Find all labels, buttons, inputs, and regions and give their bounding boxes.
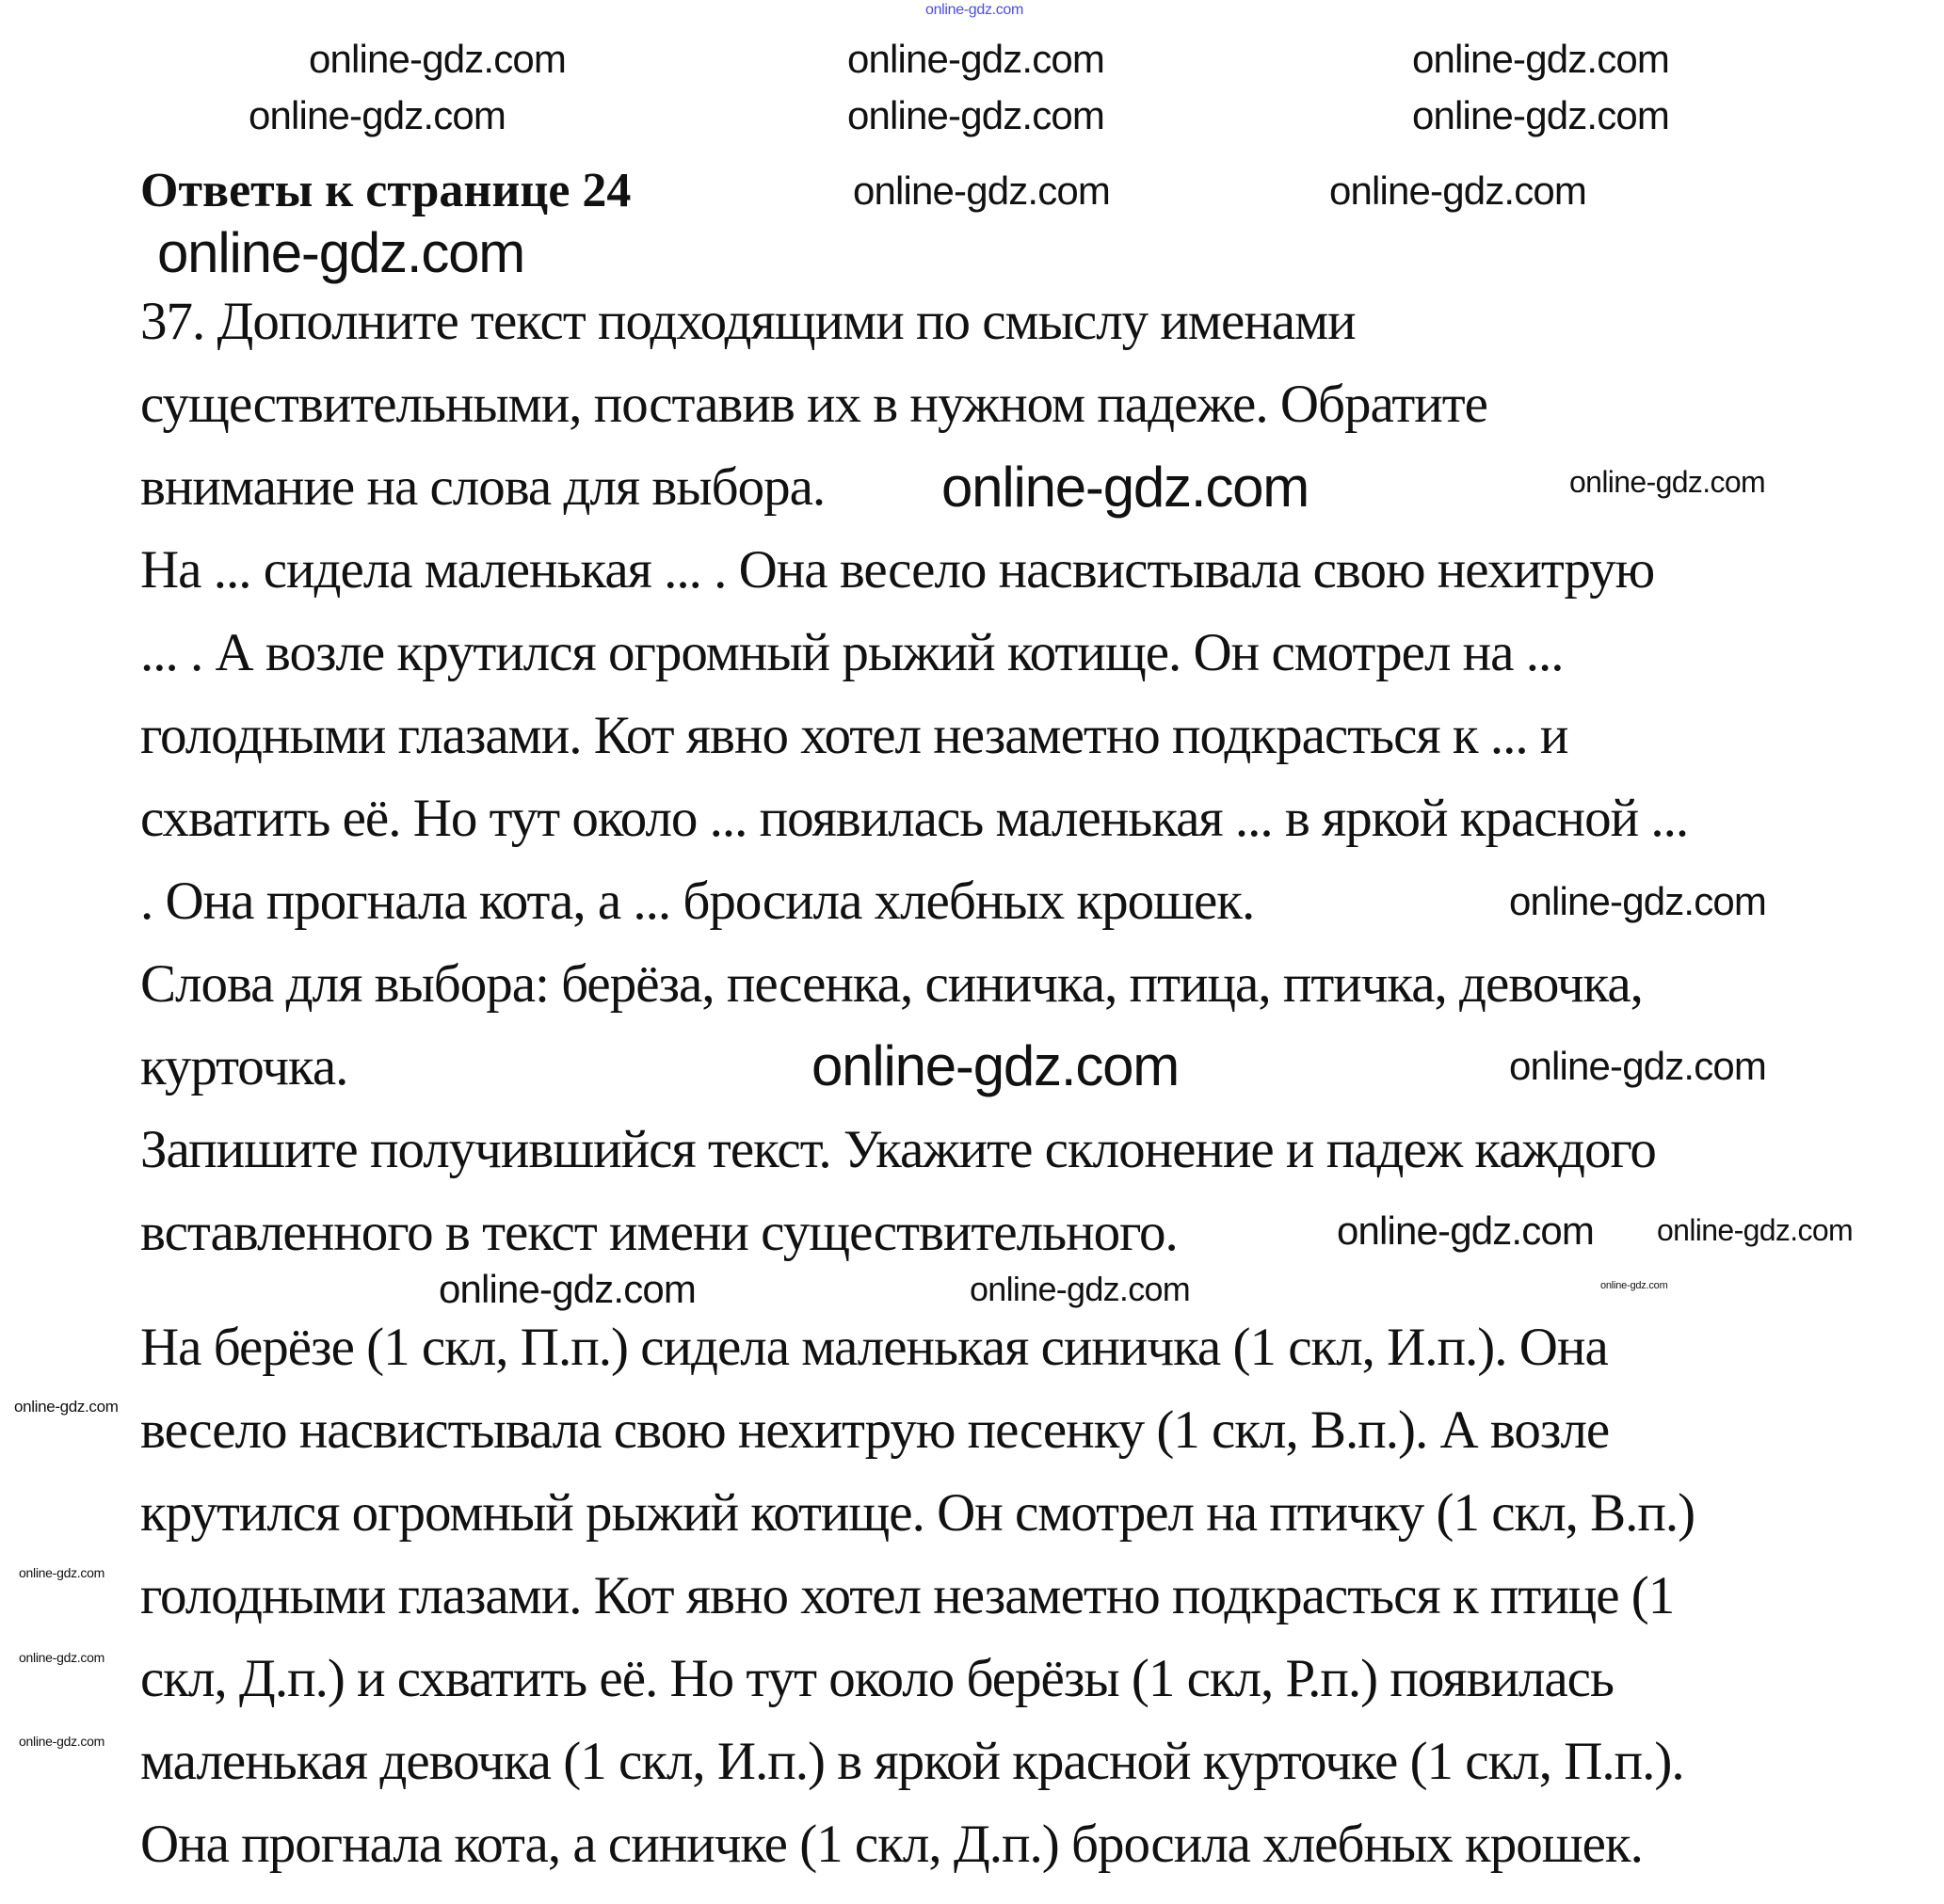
question-line: схватить её. Но тут около ... появилась маленькая ... в яркой красной ... (140, 789, 1689, 848)
answer-line: весело насвистывала свою нехитрую песенку (1 скл, В.п.). А возле (140, 1400, 1610, 1460)
question-line: вставленного в текст имени существительного. (140, 1203, 1178, 1262)
watermark: online-gdz.com (1412, 93, 1670, 137)
question-line: курточка. (140, 1037, 348, 1096)
watermark: online-gdz.com (439, 1267, 697, 1311)
watermark: online-gdz.com (1509, 879, 1767, 923)
question-line: 37. Дополните текст подходящими по смыслу именами (140, 292, 1356, 351)
question-line: существительными, поставив их в нужном падеже. Обратите (140, 375, 1487, 434)
answer-line: На берёзе (1 скл, П.п.) сидела маленькая синичка (1 скл, И.п.). Она (140, 1318, 1608, 1377)
watermark: online-gdz.com (847, 37, 1105, 81)
watermark: online-gdz.com (1509, 1044, 1767, 1088)
watermark: online-gdz.com (970, 1270, 1191, 1308)
watermark: online-gdz.com (853, 168, 1111, 213)
watermark: online-gdz.com (157, 221, 525, 284)
watermark: online-gdz.com (309, 37, 567, 81)
answer-line: маленькая девочка (1 скл, И.п.) в яркой красной курточке (1 скл, П.п.). (140, 1732, 1684, 1791)
watermark: online-gdz.com (1412, 37, 1670, 81)
watermark: online-gdz.com (941, 456, 1309, 519)
answer-line: крутился огромный рыжий котище. Он смотрел на птичку (1 скл, В.п.) (140, 1483, 1695, 1543)
watermark: online-gdz.com (19, 1565, 105, 1580)
question-line: внимание на слова для выбора. (140, 457, 826, 517)
page-title: Ответы к странице 24 (140, 164, 632, 217)
question-line: голодными глазами. Кот явно хотел незаметно подкрасться к ... и (140, 706, 1568, 765)
watermark: online-gdz.com (1329, 168, 1587, 213)
watermark: online-gdz.com (925, 2, 1024, 18)
answer-line: Она прогнала кота, а синичке (1 скл, Д.п.) бросила хлебных крошек. (140, 1815, 1643, 1874)
watermark: online-gdz.com (249, 93, 506, 137)
question-line: Слова для выбора: берёза, песенка, синичка, птица, птичка, девочка, (140, 954, 1643, 1014)
watermark: online-gdz.com (19, 1734, 105, 1749)
question-line: ... . А возле крутился огромный рыжий котище. Он смотрел на ... (140, 623, 1564, 682)
watermark: online-gdz.com (19, 1650, 105, 1665)
question-line: Запишите получившийся текст. Укажите склонение и падеж каждого (140, 1120, 1656, 1179)
answer-line: скл, Д.п.) и схватить её. Но тут около берёзы (1 скл, Р.п.) появилась (140, 1649, 1614, 1708)
answer-line: голодными глазами. Кот явно хотел незаметно подкрасться к птице (1 (140, 1566, 1675, 1625)
question-line: На ... сидела маленькая ... . Она весело насвистывала свою нехитрую (140, 540, 1655, 600)
watermark: online-gdz.com (14, 1398, 119, 1416)
watermark: online-gdz.com (1600, 1280, 1668, 1291)
watermark: online-gdz.com (811, 1034, 1180, 1097)
watermark: online-gdz.com (1569, 465, 1766, 499)
watermark: online-gdz.com (1337, 1208, 1595, 1253)
watermark: online-gdz.com (847, 93, 1105, 137)
question-line: . Она прогнала кота, а ... бросила хлебных крошек. (140, 872, 1255, 931)
watermark: online-gdz.com (1657, 1213, 1854, 1247)
